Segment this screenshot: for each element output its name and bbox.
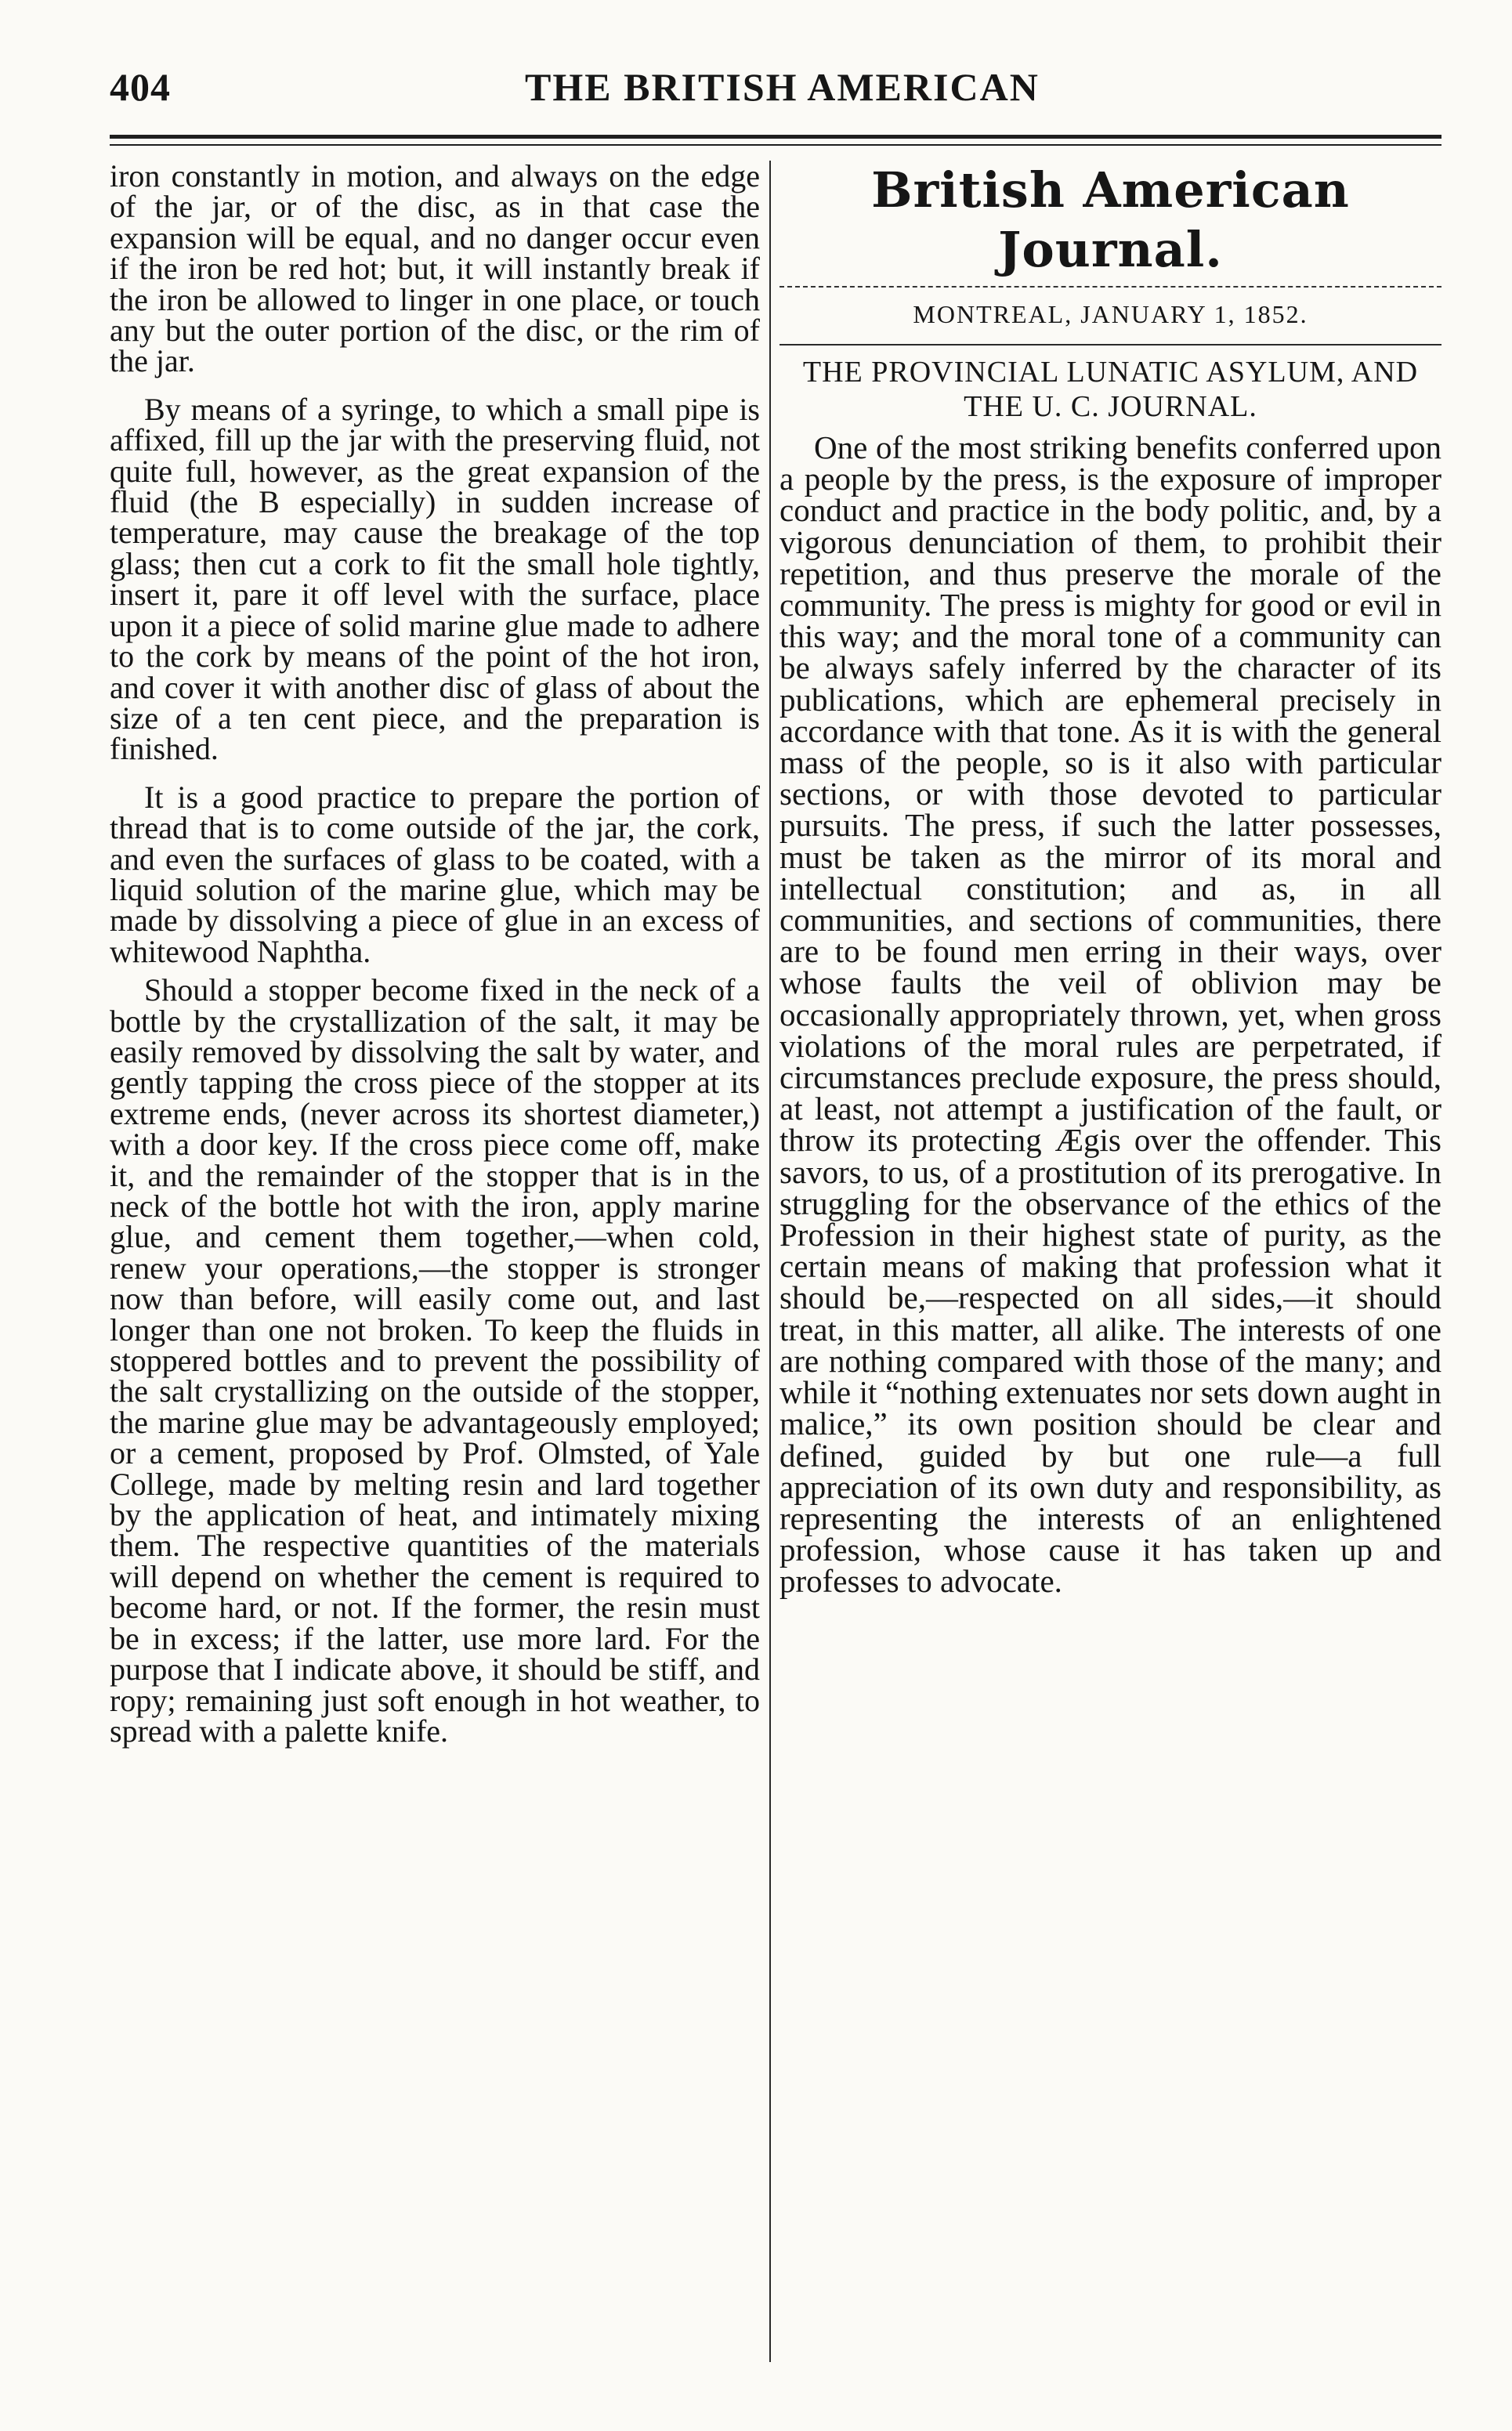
running-head: THE BRITISH AMERICAN [525,65,1040,109]
masthead-rule [780,286,1441,288]
page-number: 404 [110,65,171,109]
right-paragraph-1: One of the most striking benefits conferred upon a people by the press, is the exposure of improper conduct and practice in the body politic, and, by a vigorous denunciation of them, to prohibit their repetition, and thus preserve the morale of the community. The press is mighty for good or evil in this way; and the moral tone of a community can be always safely inferred by the character of its publications, which are ephemeral precisely in accordance with that tone. As it is with the general mass of the people, so is it also with particular sections, or with those devoted to particular pursuits. The press, if such the latter possesses, must be taken as the mirror of its moral and intellectual constitution; and as, in all communities, and sections of communities, there are to be found men erring in their ways, over whose faults the veil of oblivion may be occasionally appropriately thrown, yet, when gross violations of the moral rules are perpetrated, if circumstances preclude exposure, the press should, at least, not attempt a justification of the fault, or throw its protecting Ægis over the offender. This savors, to us, of a prostitution of its prerogative. In struggling for the observance of the ethics of the Profession in their highest state of purity, as the certain means of making that profession what it should be,—respected on all sides,—it should treat, in this matter, all alike. The interests of one are nothing compared with those of the many; and while it “nothing extenuates nor sets down aught in malice,” its own position should be clear and defined, guided by but one rule—a full appreciation of its own duty and responsibility, as representing the interests of an enlightened profession, whose cause it has taken up and professes to advocate. [780,429,1441,1600]
article-title: THE PROVINCIAL LUNATIC ASYLUM, AND THE U. C. JOURNAL. [802,356,1419,423]
page-header [110,64,1441,127]
left-paragraph-2: By means of a syringe, to which a small pipe is affixed, fill up the jar with the preserving fluid, not quite full, however, as the great expansion of the fluid (the B especially) in sudden increase of temperature, may cause the breakage of the top glass; then cut a cork to fit the small hole tightly, insert it, pare it off level with the surface, place upon it a piece of solid marine glue made to adhere to the cork by means of the point of the hot iron, and cover it with another disc of glass of about the size of a ten cent piece, and the preparation is finished. [110,391,760,767]
header-rule-thin [110,144,1441,146]
dateline: MONTREAL, JANUARY 1, 1852. [913,300,1308,328]
header-rule [110,135,1441,139]
left-column [110,158,760,1749]
journal-masthead: British American Journal. [871,161,1350,278]
left-paragraph-1: iron constantly in motion, and always on the edge of the jar, or of the disc, as in that case the expansion will be equal, and no danger occur even if the iron be red hot; but, it will instantly break if the iron be allowed to linger in one place, or touch any but the outer portion of the disc, or the rim of the jar. [110,158,760,379]
column-divider [769,161,771,2362]
right-column [780,161,1441,1600]
left-paragraph-3: It is a good practice to prepare the portion of thread that is to come outside of the jar, the cork, and even the surfaces of glass to be coated, with a liquid solution of the marine glue, which may be made by dissolving a piece of glue in an excess of whitewood Naphtha. [110,779,760,969]
left-paragraph-4: Should a stopper become fixed in the neck of a bottle by the crystallization of the salt, it may be easily removed by dissolving the salt by water, and gently tapping the cross piece of the stopper at its extreme ends, (never across its shortest diameter,) with a door key. If the cross piece come off, make it, and the remainder of the stopper that is in the neck of the bottle hot with the iron, apply marine glue, and cement them together,—when cold, renew your operations,—the stopper is stronger now than before, will easily come out, and last longer than one not broken. To keep the fluids in stoppered bottles and to prevent the possibility of the salt crystallizing on the outside of the stopper, the marine glue may be advantageously employed; or a cement, proposed by Prof. Olmsted, of Yale College, made by melting resin and lard together by the application of heat, and intimately mixing them. The respective quantities of the materials will depend on whether the cement is required to become hard, or not. If the former, the resin must be in excess; if the latter, use more lard. For the purpose that I indicate above, it should be stiff, and ropy; remaining just soft enough in hot weather, to spread with a palette knife. [110,972,760,1749]
dateline-rule [780,344,1441,345]
